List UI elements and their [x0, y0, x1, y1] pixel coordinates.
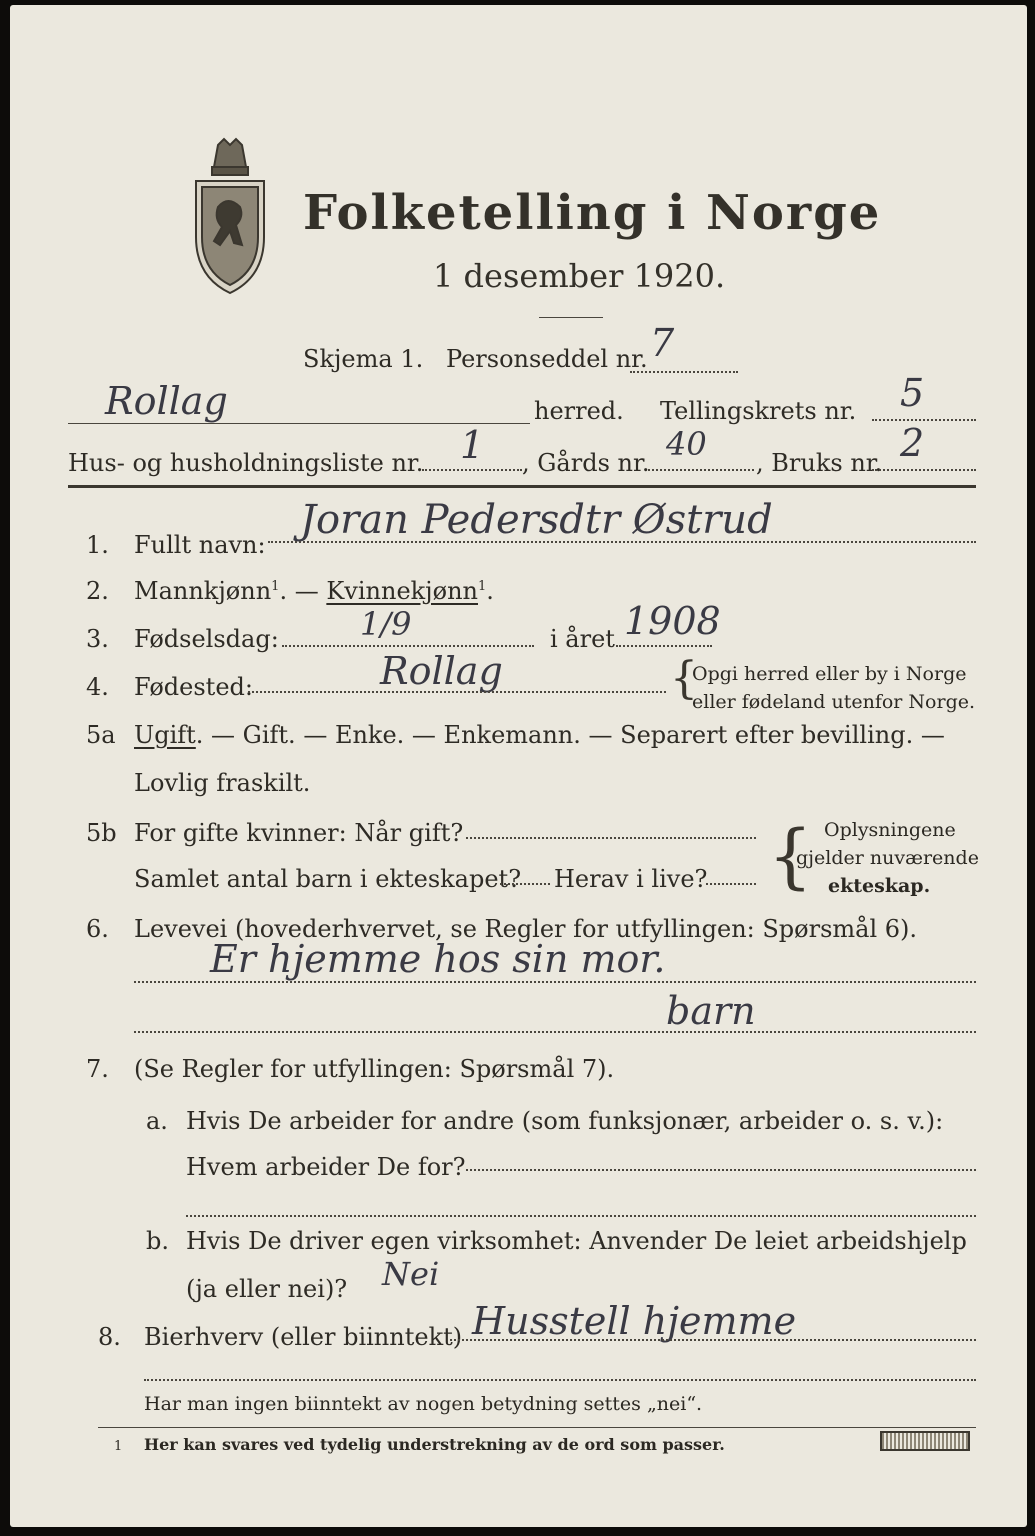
personseddel-line — [630, 371, 738, 373]
q3-year-line — [616, 645, 712, 647]
q5a-options — [134, 721, 945, 749]
q3-value: 1/9 — [360, 605, 412, 643]
title-divider — [539, 317, 603, 318]
q5b-note-2: gjelder nuværende — [796, 847, 979, 869]
q5b-label-3: Herav i live? — [554, 865, 708, 893]
q5b-line-1 — [466, 837, 756, 839]
q4-label: Fødested: — [134, 673, 253, 701]
herred-label: herred. — [534, 397, 624, 425]
personseddel-label: Personseddel nr. — [446, 345, 648, 373]
q5b-brace: { — [768, 815, 813, 897]
q3-year-value: 1908 — [624, 599, 721, 643]
q7a-label-2: Hvem arbeider De for? — [186, 1153, 466, 1181]
printer-stamp-icon — [880, 1431, 970, 1451]
q7a-line-1 — [466, 1169, 976, 1171]
q4-note-2: eller fødeland utenfor Norge. — [692, 691, 976, 713]
footnote-number: 1 — [114, 1439, 123, 1454]
q5b-line-3 — [706, 883, 756, 885]
q1-label: Fullt navn: — [134, 531, 266, 559]
bruks-line — [872, 469, 976, 471]
q4-brace: { — [670, 653, 698, 704]
section-divider — [68, 485, 976, 488]
q6-number: 6. — [86, 915, 109, 943]
hus-value: 1 — [460, 423, 485, 467]
personseddel-value: 7 — [650, 321, 675, 365]
q7-number: 7. — [86, 1055, 109, 1083]
q8-value: Husstell hjemme — [472, 1299, 797, 1343]
q7a-number: a. — [146, 1107, 168, 1135]
q3-label: Fødselsdag: — [134, 625, 279, 653]
q4-number: 4. — [86, 673, 109, 701]
gards-line — [648, 469, 754, 471]
footer-note: Har man ingen biinntekt av nogen betydning settes „nei“. — [144, 1393, 703, 1415]
coat-of-arms-icon — [188, 137, 272, 297]
q2-male: Mannkjønn — [134, 577, 272, 605]
q4-line — [248, 691, 666, 693]
q7a-line-2 — [186, 1215, 976, 1217]
q2-dash: — — [294, 577, 319, 605]
q7b-value: Nei — [382, 1255, 440, 1293]
q2-female-dot: . — [486, 577, 494, 605]
q5a-rest: . — Gift. — Enke. — Enkemann. — Separert efter bevilling. — — [195, 721, 945, 749]
q4-note-1: Opgi herred eller by i Norge — [692, 663, 967, 685]
q8-number: 8. — [98, 1323, 121, 1351]
gards-value: 40 — [666, 425, 707, 463]
bruks-label: , Bruks nr. — [756, 449, 883, 477]
hus-label: Hus- og husholdningsliste nr. — [68, 449, 424, 477]
q2-number: 2. — [86, 577, 109, 605]
q3-year-label: i året — [550, 625, 615, 653]
herred-value: Rollag — [105, 379, 228, 423]
census-form — [10, 5, 1027, 1527]
q7b-label-1: Hvis De driver egen virksomhet: Anvender De leiet arbeidshjelp — [186, 1227, 967, 1255]
q2-male-sup: 1 — [271, 579, 280, 594]
form-title: Folketelling i Norge — [303, 185, 882, 241]
q7b-label-2: (ja eller nei)? — [186, 1275, 348, 1303]
q1-line — [268, 541, 976, 543]
q6-line-2 — [134, 1031, 976, 1033]
q8-line-2 — [144, 1379, 976, 1381]
q1-value: Joran Pedersdtr Østrud — [300, 497, 773, 543]
q5b-note-3: ekteskap. — [828, 875, 931, 897]
q6-value-1: Er hjemme hos sin mor. — [210, 937, 666, 981]
q6-line-1 — [134, 981, 976, 983]
footnote-text: Her kan svares ved tydelig understrekning av de ord som passer. — [144, 1435, 725, 1454]
q6-label: Levevei (hovederhvervet, se Regler for utfyllingen: Spørsmål 6). — [134, 915, 918, 943]
form-date: 1 desember 1920. — [433, 257, 726, 295]
q3-number: 3. — [86, 625, 109, 653]
gards-label: , Gårds nr. — [522, 449, 650, 477]
q2-female: Kvinnekjønn — [326, 577, 478, 605]
skjema-label: Skjema 1. — [303, 345, 424, 373]
q3-line — [282, 645, 534, 647]
q5b-label-1: For gifte kvinner: Når gift? — [134, 819, 464, 847]
q5b-label-2: Samlet antal barn i ekteskapet? — [134, 865, 522, 893]
q5b-line-2 — [500, 883, 550, 885]
hus-line — [422, 469, 522, 471]
q2-male-dot: . — [279, 577, 288, 605]
q5a-ugift: Ugift — [134, 721, 196, 749]
q8-label: Bierhverv (eller biinntekt) — [144, 1323, 463, 1351]
q5a-number: 5a — [86, 721, 116, 749]
q4-value: Rollag — [380, 649, 503, 693]
q6-value-2: barn — [666, 989, 756, 1033]
q5b-number: 5b — [86, 819, 117, 847]
q7-label: (Se Regler for utfyllingen: Spørsmål 7). — [134, 1055, 615, 1083]
q2-female-sup: 1 — [478, 579, 487, 594]
q5a-line2: Lovlig fraskilt. — [134, 769, 311, 797]
q1-number: 1. — [86, 531, 109, 559]
tellingskrets-label: Tellingskrets nr. — [660, 397, 857, 425]
bruks-value: 2 — [900, 421, 925, 465]
q7b-number: b. — [146, 1227, 169, 1255]
q8-line-1 — [450, 1339, 976, 1341]
footer-divider — [98, 1427, 976, 1428]
q7a-label-1: Hvis De arbeider for andre (som funksjonær, arbeider o. s. v.): — [186, 1107, 944, 1135]
tellingskrets-value: 5 — [900, 371, 925, 415]
q2-options — [134, 577, 494, 605]
q5b-note-1: Oplysningene — [824, 819, 956, 841]
